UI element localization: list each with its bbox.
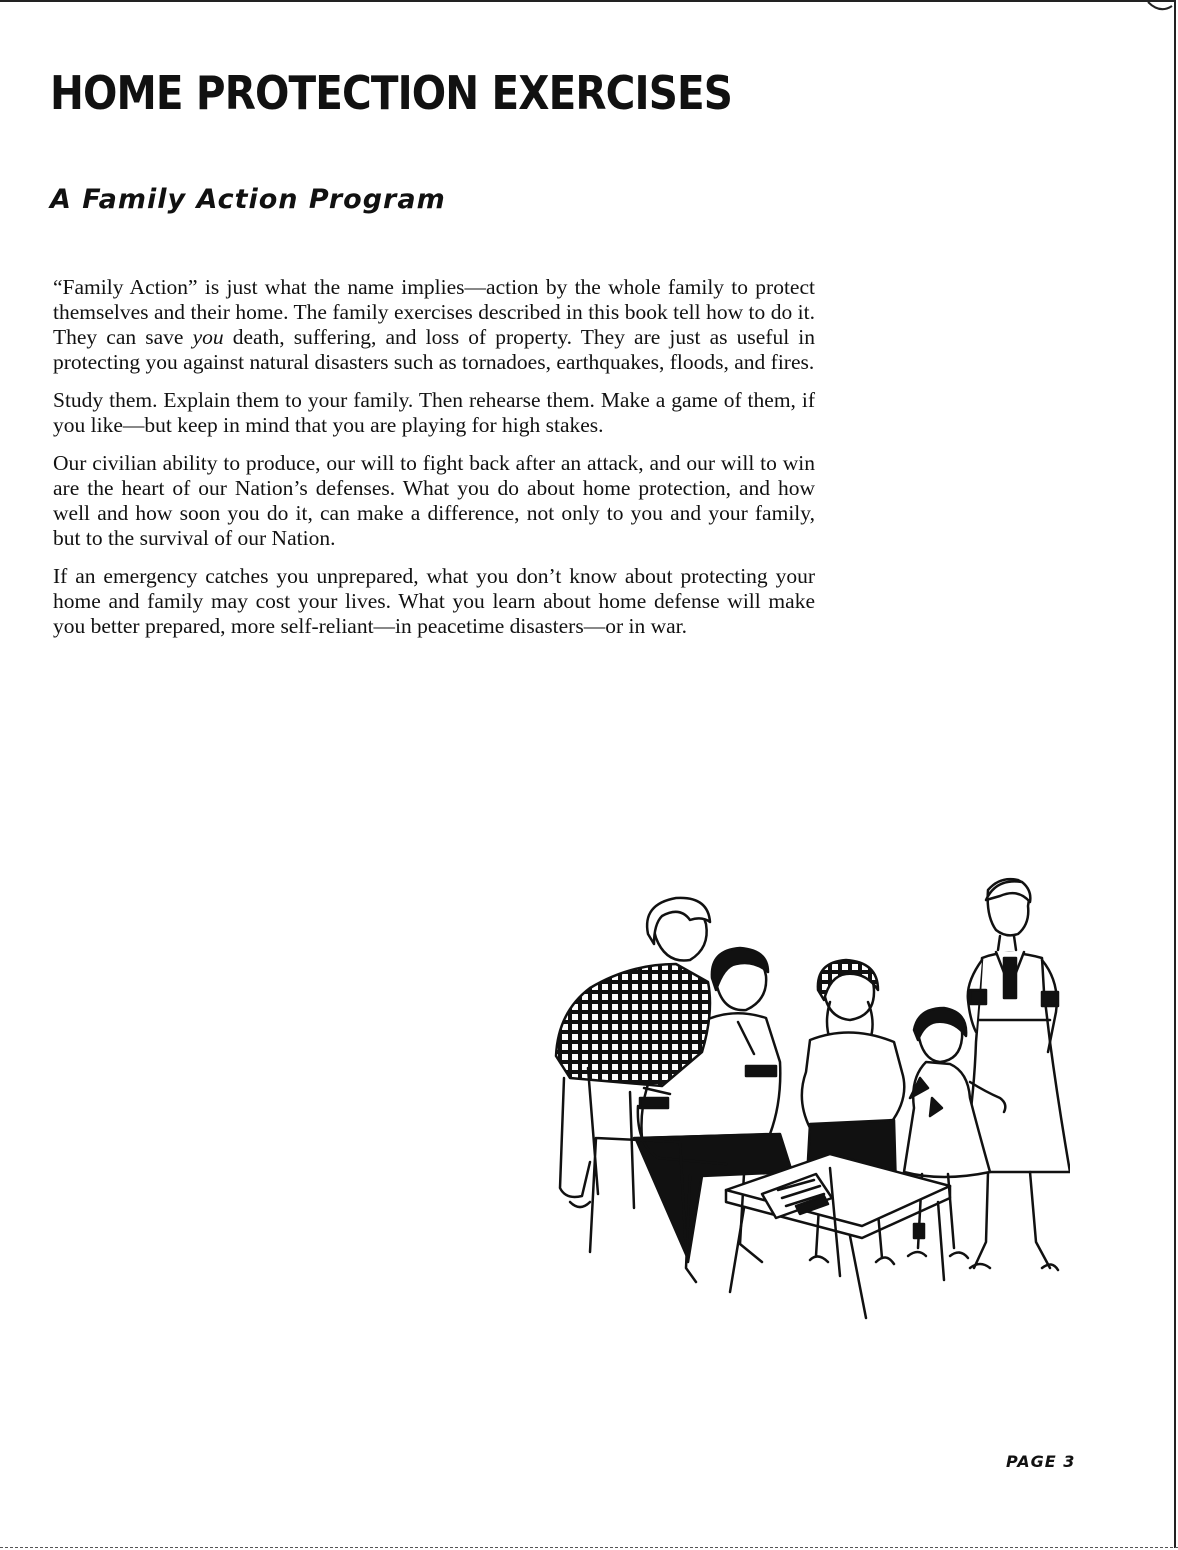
corner-mark-icon (1146, 0, 1174, 14)
page-number: PAGE 3 (1006, 1452, 1076, 1471)
paragraph-2: Study them. Explain them to your family. Then rehearse them. Make a game of them, if you like—but keep in mind that you are playing for high stakes. (53, 388, 815, 437)
paragraph-1-start: “Family Action” is just what the name implies—action by the whole family to protect themselves and their home. The family exercises described in this book tell how to do it. They can save (53, 275, 815, 349)
paragraph-4: If an emergency catches you unprepared, what you don’t know about protecting your home and family may cost your lives. What you learn about home defense will make you better prepared, more self-reliant—in peacetime disasters—or in war. (53, 564, 815, 638)
family-illustration (530, 872, 1070, 1322)
bottom-rule (0, 1547, 1178, 1548)
body-text (53, 275, 815, 652)
paragraph-1-emphasis: you (192, 325, 224, 349)
page-title: HOME PROTECTION EXERCISES (50, 66, 733, 120)
paragraph-1 (53, 275, 815, 375)
paragraph-1-end: death, suffering, and loss of property. They are just as useful in protecting you against natural disasters such as tornadoes, earthquakes, floods, and fires. (53, 325, 816, 374)
paragraph-3: Our civilian ability to produce, our will to fight back after an attack, and our will to win are the heart of our Nation’s defenses. What you do about home protection, and how well and how soon you do it, can make a difference, not only to you and your family, but to the survival of our Nation. (53, 451, 815, 550)
page-subtitle: A Family Action Program (50, 184, 446, 215)
standing-woman-figure (962, 879, 1070, 1270)
